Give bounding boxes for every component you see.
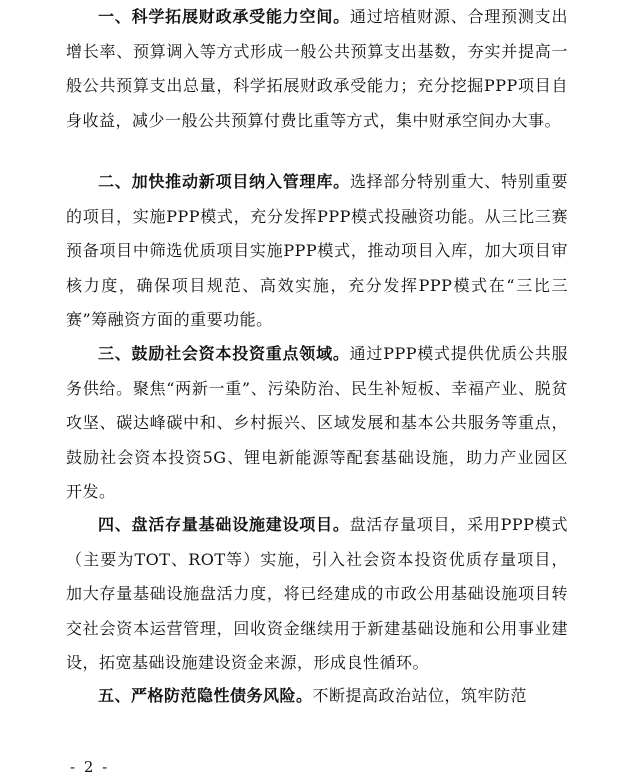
- section-3-paragraph: [66, 337, 568, 510]
- section-1-heading: 一、科学拓展财政承受能力空间。: [98, 7, 350, 26]
- section-5-paragraph: [66, 679, 568, 714]
- section-4-paragraph: [66, 508, 568, 681]
- page-number: - 2 -: [70, 758, 110, 776]
- section-1-paragraph: [66, 0, 568, 138]
- section-1-body: 通过培植财源、合理预测支出增长率、预算调入等方式形成一般公共预算支出基数，夯实并提高一般公共预算支出总量，科学拓展财政承受能力；充分挖掘PPP项目自身收益，减少一般公共预算付费比重等方式，集中财承空间办大事。: [66, 7, 568, 130]
- section-3-body: 通过PPP模式提供优质公共服务供给。聚焦“两新一重”、污染防治、民生补短板、幸福产业、脱贫攻坚、碳达峰碳中和、乡村振兴、区域发展和基本公共服务等重点，鼓励社会资本投资5G、锂电新能源等配套基础设施，助力产业园区开发。: [66, 344, 568, 501]
- section-4-heading: 四、盘活存量基础设施建设项目。: [98, 515, 350, 534]
- section-3-heading: 三、鼓励社会资本投资重点领域。: [98, 344, 350, 363]
- section-2-paragraph: [66, 165, 568, 338]
- section-5-body: 不断提高政治站位，筑牢防范: [312, 686, 528, 705]
- section-4-body: 盘活存量项目，采用PPP模式（主要为TOT、ROT等）实施，引入社会资本投资优质存量项目，加大存量基础设施盘活力度，将已经建成的市政公用基础设施项目转交社会资本运营管理，回收资金继续用于新建基础设施和公用事业建设，拓宽基础设施建设资金来源，形成良性循环。: [66, 515, 568, 672]
- section-2-heading: 二、加快推动新项目纳入管理库。: [98, 172, 350, 191]
- section-2-body: 选择部分特别重大、特别重要的项目，实施PPP模式，充分发挥PPP模式投融资功能。从三比三赛预备项目中筛选优质项目实施PPP模式，推动项目入库，加大项目审核力度，确保项目规范、高效实施，充分发挥PPP模式在“三比三赛”筹融资方面的重要功能。: [66, 172, 568, 329]
- section-5-heading: 五、严格防范隐性债务风险。: [98, 686, 313, 705]
